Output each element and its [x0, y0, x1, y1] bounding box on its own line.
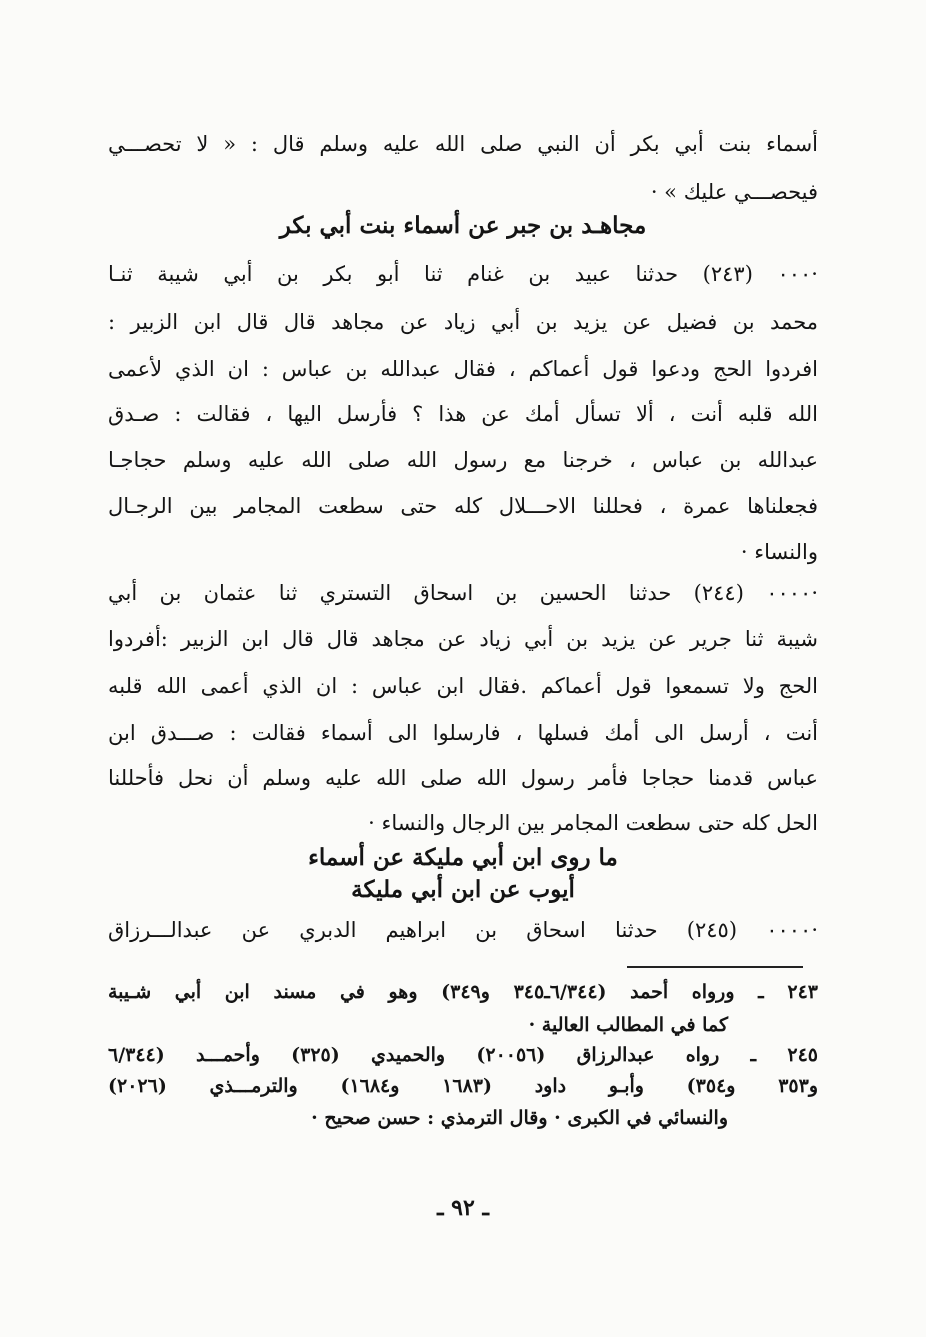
- section-heading: مجاهـد بن جبر عن أسماء بنت أبي بكر: [279, 212, 647, 239]
- footnote-line: كما في المطالب العالية ·: [528, 1014, 728, 1036]
- text-line: افردوا الحج ودعوا قول أعماكم ، فقال عبدالله بن عباس : ان الذي لأعمى: [108, 357, 818, 381]
- text-line: محمد بن فضيل عن يزيد بن أبي زياد عن مجاهد قال قال ابن الزبير :: [108, 310, 818, 334]
- footnote-line: ٢٤٥ ـ رواه عبدالرزاق (٢٠٠٥٦) والحميدي (٣٢٥) وأحمـــد (٦/٣٤٤: [108, 1044, 819, 1066]
- text-line: الحج ولا تسمعوا قول أعماكم .فقال ابن عباس : ان الذي أعمى الله قلبه: [108, 674, 818, 698]
- page-number: ـ ٩٢ ـ: [437, 1195, 489, 1221]
- footnote-line: و٣٥٣ و٣٥٤) وأبـو داود (١٦٨٣ و١٦٨٤) والترمـــذي (٢٠٢٦): [108, 1075, 818, 1097]
- text-line: عباس قدمنا حجاجا فأمر رسول الله صلى الله عليه وسلم أن نحل فأحللنا: [108, 766, 818, 790]
- text-line: أنت ، أرسل الى أمك فسلها ، فارسلوا الى أسماء فقالت : صـــدق ابن: [108, 721, 818, 745]
- text-line: شيبة ثنا جرير عن يزيد بن أبي زياد عن مجاهد قال قال ابن الزبير :أفردوا: [108, 627, 818, 651]
- text-line: فجعلناها عمرة ، فحللنا الاحـــلال كله حتى سطعت المجامر بين الرجـال: [108, 494, 818, 518]
- text-line: الحل كله حتى سطعت المجامر بين الرجال والنساء ·: [368, 811, 818, 835]
- footnote-line: ٢٤٣ ـ ورواه أحمد (٦/٣٤٤ـ٣٤٥ و٣٤٩) وهو في مسند ابن أبي شـيبة: [108, 981, 818, 1003]
- text-line: فيحصـــي عليك » ·: [650, 180, 818, 204]
- text-line: الله قلبه أنت ، ألا تسأل أمك عن هذا ؟ فأرسل اليها ، فقالت : صـدق: [108, 402, 818, 426]
- text-line: والنساء ·: [740, 540, 818, 564]
- footnote-line: والنسائي في الكبرى · وقال الترمذي : حسن صحيح ·: [311, 1107, 728, 1129]
- text-line: ·٠٠٠٠ (٢٤٤) حدثنا الحسين بن اسحاق التستري ثنا عثمان بن أبي: [108, 581, 819, 605]
- text-line: أسماء بنت أبي بكر أن النبي صلى الله عليه وسلم قال : « لا تحصـــي: [108, 132, 818, 156]
- section-heading: ما روى ابن أبي مليكة عن أسماء: [308, 844, 618, 871]
- text-line: ·٠٠٠ (٢٤٣) حدثنا عبيد بن غنام ثنا أبو بكر بن أبي شيبة ثنـا: [108, 262, 818, 286]
- text-line: عبدالله بن عباس ، خرجنا مع رسول الله صلى الله عليه وسلم حجاجـا: [108, 448, 818, 472]
- footnote-divider: [627, 966, 803, 968]
- text-line: ·٠٠٠٠ (٢٤٥) حدثنا اسحاق بن ابراهيم الدبري عن عبدالـــرزاق: [108, 918, 818, 942]
- section-subheading: أيوب عن ابن أبي مليكة: [351, 876, 575, 903]
